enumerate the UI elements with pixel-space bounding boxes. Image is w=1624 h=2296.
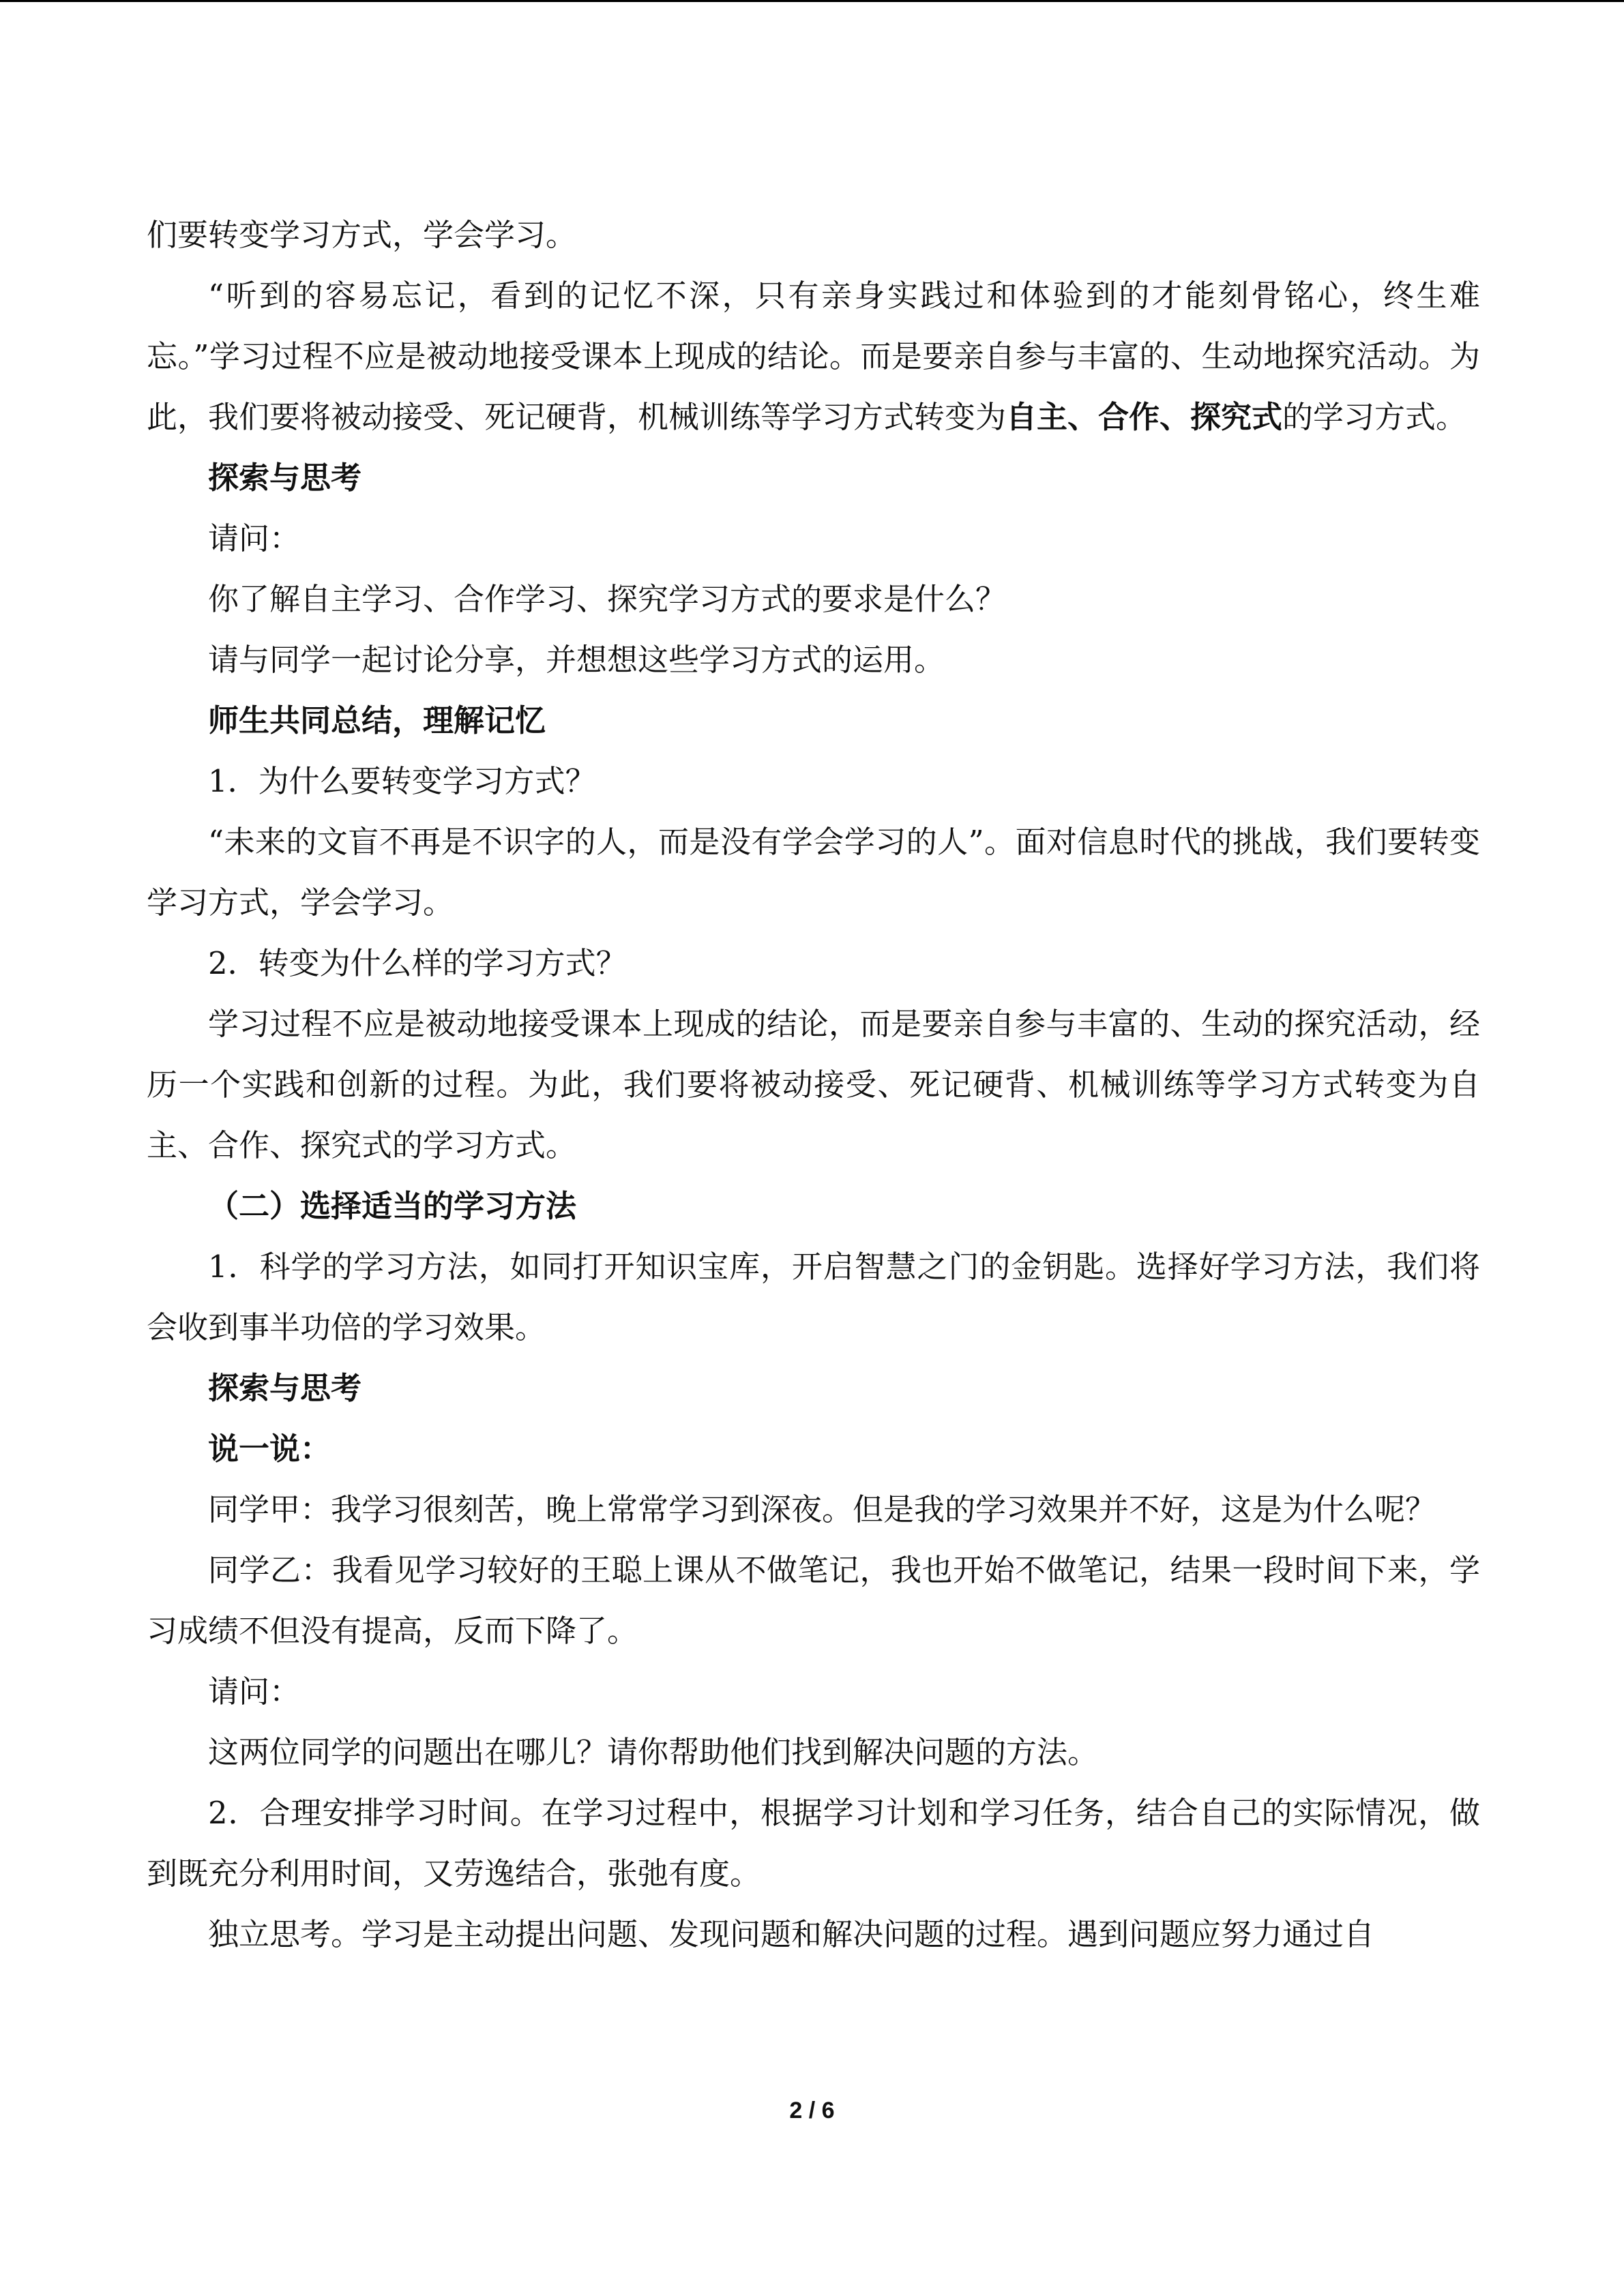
heading-explore-think-2: 探索与思考 — [208, 1370, 362, 1406]
heading-explore-think: 探索与思考 — [208, 460, 362, 496]
heading-summary: 师生共同总结，理解记忆 — [208, 702, 546, 739]
paragraph-quote-text: “听到的容易忘记，看到的记忆不深，只有亲身实践过和体验到的才能刻骨铭心，终生难忘。”学习过程不应是被动地接受课本上现成的结论。而是要亲自参与丰富的、生动地探究活动。为此，我们要将被动接受、死记硬背，机械训练等学习方式转变为 — [147, 278, 1480, 435]
paragraph-quote-learning — [147, 265, 1480, 447]
document-body — [147, 205, 1480, 1965]
paragraph-quote-tail: 的学习方式。 — [1282, 399, 1467, 435]
paragraph-independent-thinking: 独立思考。学习是主动提出问题、发现问题和解决问题的过程。遇到问题应努力通过自 — [208, 1916, 1375, 1952]
paragraph-continuation: 们要转变学习方式，学会学习。 — [147, 217, 577, 253]
paragraph-problem-question: 这两位同学的问题出在哪儿？请你帮助他们找到解决问题的方法。 — [208, 1734, 1099, 1770]
paragraph-question: 你了解自主学习、合作学习、探究学习方式的要求是什么？ — [208, 581, 1007, 617]
list-item-time-arrangement: 2．合理安排学习时间。在学习过程中，根据学习计划和学习任务，结合自己的实际情况，做到既充分利用时间，又劳逸结合，张弛有度。 — [147, 1795, 1480, 1892]
top-border-line — [0, 0, 1624, 2]
paragraph-future-illiterate: “未来的文盲不再是不识字的人，而是没有学会学习的人”。面对信息时代的挑战，我们要转变学习方式，学会学习。 — [147, 824, 1480, 921]
list-item-what-mode: 2．转变为什么样的学习方式？ — [208, 945, 627, 981]
paragraph-student-b: 同学乙：我看见学习较好的王聪上课从不做笔记，我也开始不做笔记，结果一段时间下来，学习成绩不但没有提高，反而下降了。 — [147, 1552, 1480, 1649]
paragraph-question-label: 请问： — [208, 520, 301, 556]
heading-choose-method: （二）选择适当的学习方法 — [208, 1188, 577, 1224]
page-number: 2 / 6 — [789, 2098, 835, 2123]
list-item-why-change: 1．为什么要转变学习方式？ — [208, 763, 596, 799]
paragraph-learning-process: 学习过程不应是被动地接受课本上现成的结论，而是要亲自参与丰富的、生动的探究活动，经历一个实践和创新的过程。为此，我们要将被动接受、死记硬背、机械训练等学习方式转变为自主、合作、探究式的学习方式。 — [147, 1006, 1480, 1163]
paragraph-question-label-2: 请问： — [208, 1673, 301, 1710]
paragraph-discussion: 请与同学一起讨论分享，并想想这些学习方式的运用。 — [208, 642, 945, 678]
heading-say-it: 说一说： — [208, 1431, 331, 1467]
emphasis-learning-modes: 自主、合作、探究式 — [1006, 399, 1283, 435]
paragraph-student-a: 同学甲：我学习很刻苦，晚上常常学习到深夜。但是我的学习效果并不好，这是为什么呢？ — [208, 1491, 1436, 1527]
list-item-scientific-method: 1．科学的学习方法，如同打开知识宝库，开启智慧之门的金钥匙。选择好学习方法，我们将会收到事半功倍的学习效果。 — [147, 1249, 1480, 1345]
